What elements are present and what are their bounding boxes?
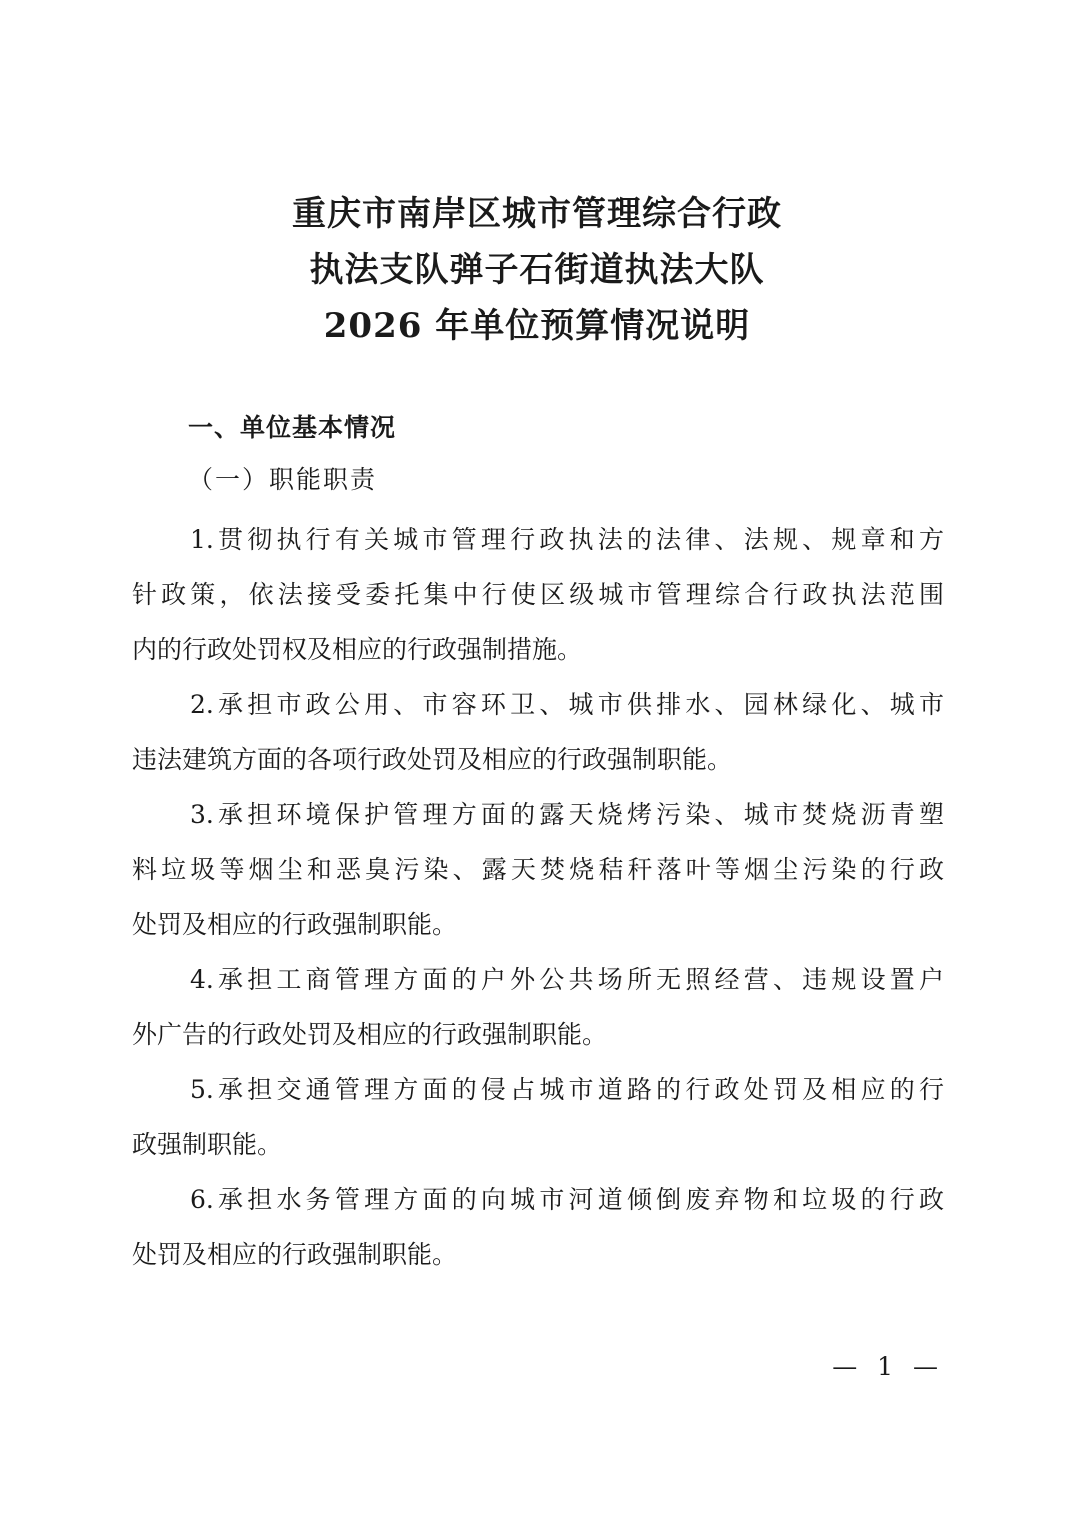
paragraph-6 (132, 1172, 944, 1282)
paragraph-1 (132, 512, 944, 677)
body-text (132, 512, 944, 1282)
paragraph-line: 内的行政处罚权及相应的行政强制措施。 (132, 635, 583, 664)
paragraph-line: 处罚及相应的行政强制职能。 (132, 910, 458, 939)
paragraph-line: 2.承担市政公用、市容环卫、城市供排水、园林绿化、城市 (190, 690, 944, 719)
paragraph-line: 3.承担环境保护管理方面的露天烧烤污染、城市焚烧沥青塑 (190, 800, 944, 829)
title-line-3: 2026 年单位预算情况说明 (323, 306, 751, 346)
paragraph-2 (132, 677, 944, 787)
paragraph-line: 针政策，依法接受委托集中行使区级城市管理综合行政执法范围 (132, 580, 944, 609)
title-line-2: 执法支队弹子石街道执法大队 (309, 250, 765, 290)
paragraph-line: 1.贯彻执行有关城市管理行政执法的法律、法规、规章和方 (190, 525, 944, 554)
paragraph-4 (132, 952, 944, 1062)
sub-heading: （一）职能职责 (188, 465, 378, 494)
title-line-1: 重庆市南岸区城市管理综合行政 (292, 194, 782, 234)
paragraph-line: 6.承担水务管理方面的向城市河道倾倒废弃物和垃圾的行政 (190, 1185, 944, 1214)
paragraph-line: 外广告的行政处罚及相应的行政强制职能。 (132, 1020, 608, 1049)
paragraph-5 (132, 1062, 944, 1172)
paragraph-line: 政强制职能。 (132, 1130, 283, 1159)
paragraph-3 (132, 787, 944, 952)
paragraph-line: 违法建筑方面的各项行政处罚及相应的行政强制职能。 (132, 745, 733, 774)
section-heading: 一、单位基本情况 (188, 413, 397, 442)
document-title (120, 186, 954, 354)
paragraph-line: 料垃圾等烟尘和恶臭污染、露天焚烧秸秆落叶等烟尘污染的行政 (132, 855, 944, 884)
page-number: — 1 — (832, 1352, 944, 1381)
paragraph-line: 4.承担工商管理方面的户外公共场所无照经营、违规设置户 (190, 965, 944, 994)
paragraph-line: 5.承担交通管理方面的侵占城市道路的行政处罚及相应的行 (190, 1075, 944, 1104)
paragraph-line: 处罚及相应的行政强制职能。 (132, 1240, 458, 1269)
